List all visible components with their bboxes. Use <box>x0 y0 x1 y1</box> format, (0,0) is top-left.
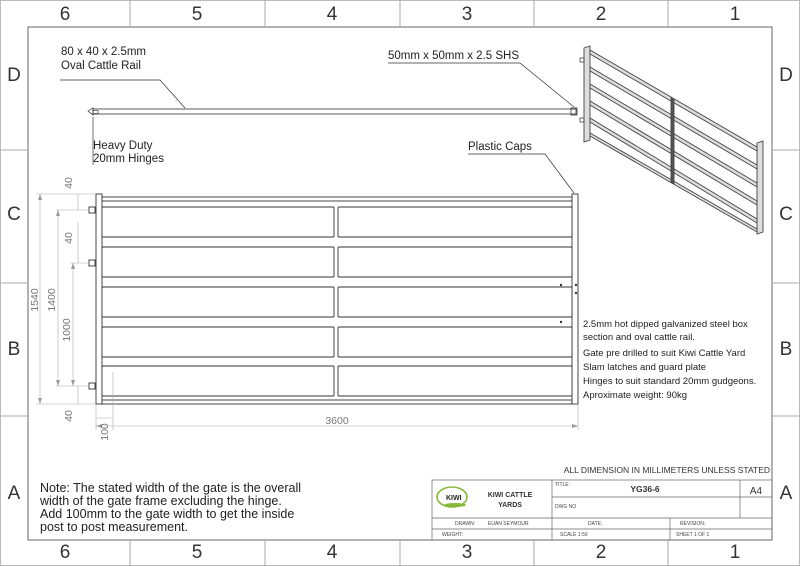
note-line-4: post to post measurement. <box>40 520 188 534</box>
zone-row-b-right: B <box>779 339 793 360</box>
zone-col-3-top: 3 <box>461 4 473 25</box>
dim-bottom-offset: 40 <box>63 410 75 422</box>
zone-col-6-bottom: 6 <box>59 542 71 563</box>
dim-overall-height: 1540 <box>29 288 41 312</box>
scale: SCALE 1:50 <box>560 532 588 538</box>
zone-row-a-left: A <box>7 483 21 504</box>
revision-label: REVISION: <box>680 521 706 527</box>
zone-row-a-right: A <box>779 483 793 504</box>
dim-frame-height: 1400 <box>46 288 58 312</box>
company-line-2: YARDS <box>498 502 522 509</box>
title-block <box>432 480 772 540</box>
zone-col-3-bottom: 3 <box>461 542 473 563</box>
zone-row-d-right: D <box>779 65 793 86</box>
dim-rail-spacing: 40 <box>63 232 75 244</box>
zone-col-1-top: 1 <box>729 4 741 25</box>
spec-line-5: Hinges to suit standard 20mm gudgeons. <box>583 376 757 387</box>
oval-rail-callout-line-2: Oval Cattle Rail <box>61 60 141 72</box>
title-label: TITLE: <box>555 482 571 488</box>
zone-col-4-top: 4 <box>326 4 338 25</box>
drawing-title: YG36-6 <box>630 484 660 494</box>
drawn-by: EUAN SEYMOUR <box>488 521 529 527</box>
hinges-callout-line-1: Heavy Duty <box>93 140 153 152</box>
zone-col-4-bottom: 4 <box>326 542 338 563</box>
zone-row-c-right: C <box>779 204 793 225</box>
sheet-size: A4 <box>749 486 763 497</box>
dwg-no-label: DWG NO <box>555 504 577 510</box>
zone-col-1-bottom: 1 <box>729 542 741 563</box>
spec-line-4: Slam latches and guard plate <box>583 362 707 373</box>
zone-row-b-left: B <box>7 339 21 360</box>
shs-callout: 50mm x 50mm x 2.5 SHS <box>388 50 520 62</box>
zone-row-d-left: D <box>7 65 21 86</box>
spec-line-3: Gate pre drilled to suit Kiwi Cattle Yard <box>583 348 746 359</box>
zone-col-5-top: 5 <box>191 4 203 25</box>
dim-width: 3600 <box>325 415 349 427</box>
spec-line-6: Aproximate weight: 90kg <box>583 390 688 401</box>
note-line-2: width of the gate frame excluding the hinge. <box>40 494 282 508</box>
gate-isometric-view <box>584 46 763 234</box>
note-line-3: Add 100mm to the gate width to get the inside <box>40 507 295 521</box>
dim-top-offset: 40 <box>63 177 75 189</box>
hinges-callout-line-2: 20mm Hinges <box>93 153 164 165</box>
logo-text: KIWI <box>446 495 462 502</box>
zone-col-6-top: 6 <box>59 4 71 25</box>
dim-hinge-offset: 100 <box>99 423 111 441</box>
units-note: ALL DIMENSION IN MILLIMETERS UNLESS STATED <box>563 465 770 475</box>
zone-col-2-bottom: 2 <box>595 542 607 563</box>
oval-rail-callout-line-1: 80 x 40 x 2.5mm <box>61 46 147 58</box>
sheet-number: SHEET 1 OF 1 <box>676 532 710 538</box>
gate-top-view <box>88 108 577 115</box>
note-line-1: Note: The stated width of the gate is the overall <box>40 481 302 495</box>
zone-row-c-left: C <box>7 204 21 225</box>
zone-col-2-top: 2 <box>595 4 607 25</box>
plastic-caps-callout: Plastic Caps <box>468 141 532 153</box>
date-label: DATE: <box>588 521 603 527</box>
weight-label: WEIGHT: <box>442 532 463 538</box>
gate-front-elevation <box>89 194 578 404</box>
dim-inner-height: 1000 <box>61 318 73 342</box>
kiwi-logo <box>437 487 467 507</box>
spec-line-2: section and oval cattle rail. <box>583 332 695 343</box>
drawn-label: DRAWN: <box>455 521 476 527</box>
company-line-1: KIWI CATTLE <box>487 492 533 499</box>
spec-line-1: 2.5mm hot dipped galvanized steel box <box>583 319 748 330</box>
zone-col-5-bottom: 5 <box>191 542 203 563</box>
